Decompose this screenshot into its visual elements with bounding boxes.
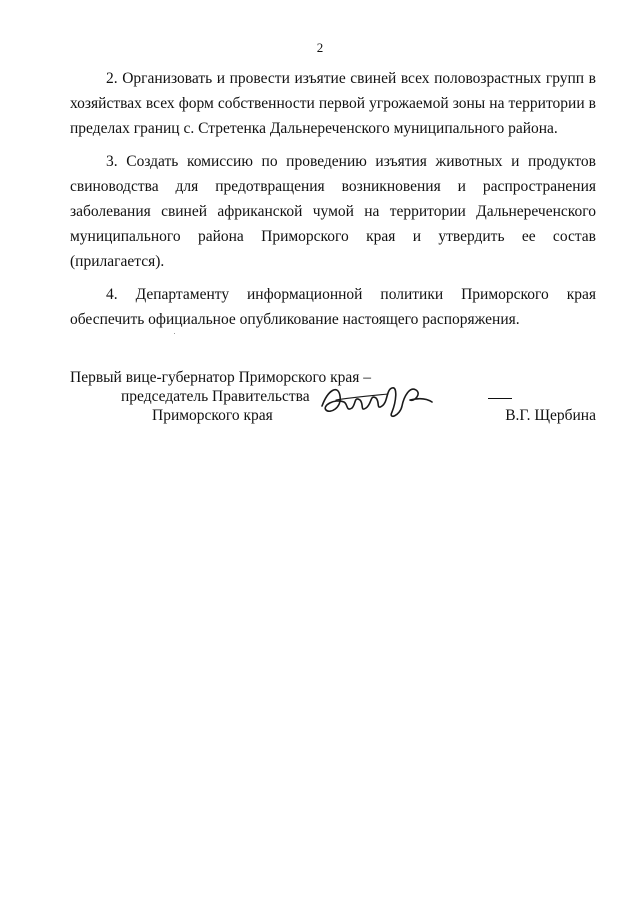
paragraph-item-4: 4. Департаменту информационной политики Приморского края обеспечить официальное опубликование настоящего распоряжения. bbox=[70, 286, 596, 328]
signature-tail-stroke bbox=[488, 398, 512, 399]
document-body bbox=[70, 66, 596, 340]
signer-title-line-2: председатель Правительства bbox=[121, 388, 310, 405]
paragraph-item-2: 2. Организовать и провести изъятие свиней всех половозрастных групп в хозяйствах всех форм собственности первой угрожаемой зоны на территории в пределах границ с. Стретенка Дальнереченского муниципального района. bbox=[70, 70, 596, 137]
signer-title-line-1: Первый вице-губернатор Приморского края – bbox=[70, 369, 372, 386]
paragraph-item-3: 3. Создать комиссию по проведению изъятия животных и продуктов свиноводства для предотвращения возникновения и распространения заболевания свиней африканской чумой на территории Дальнереченского муниципального района Приморского края и утвердить ее состав (прилагается). bbox=[70, 153, 596, 270]
signer-name: В.Г. Щербина bbox=[505, 407, 596, 424]
scan-speck bbox=[174, 333, 175, 334]
signer-title-line-3: Приморского края bbox=[152, 407, 273, 424]
handwritten-signature bbox=[318, 376, 436, 424]
signature-block bbox=[70, 368, 596, 438]
page-number: 2 bbox=[316, 40, 324, 55]
